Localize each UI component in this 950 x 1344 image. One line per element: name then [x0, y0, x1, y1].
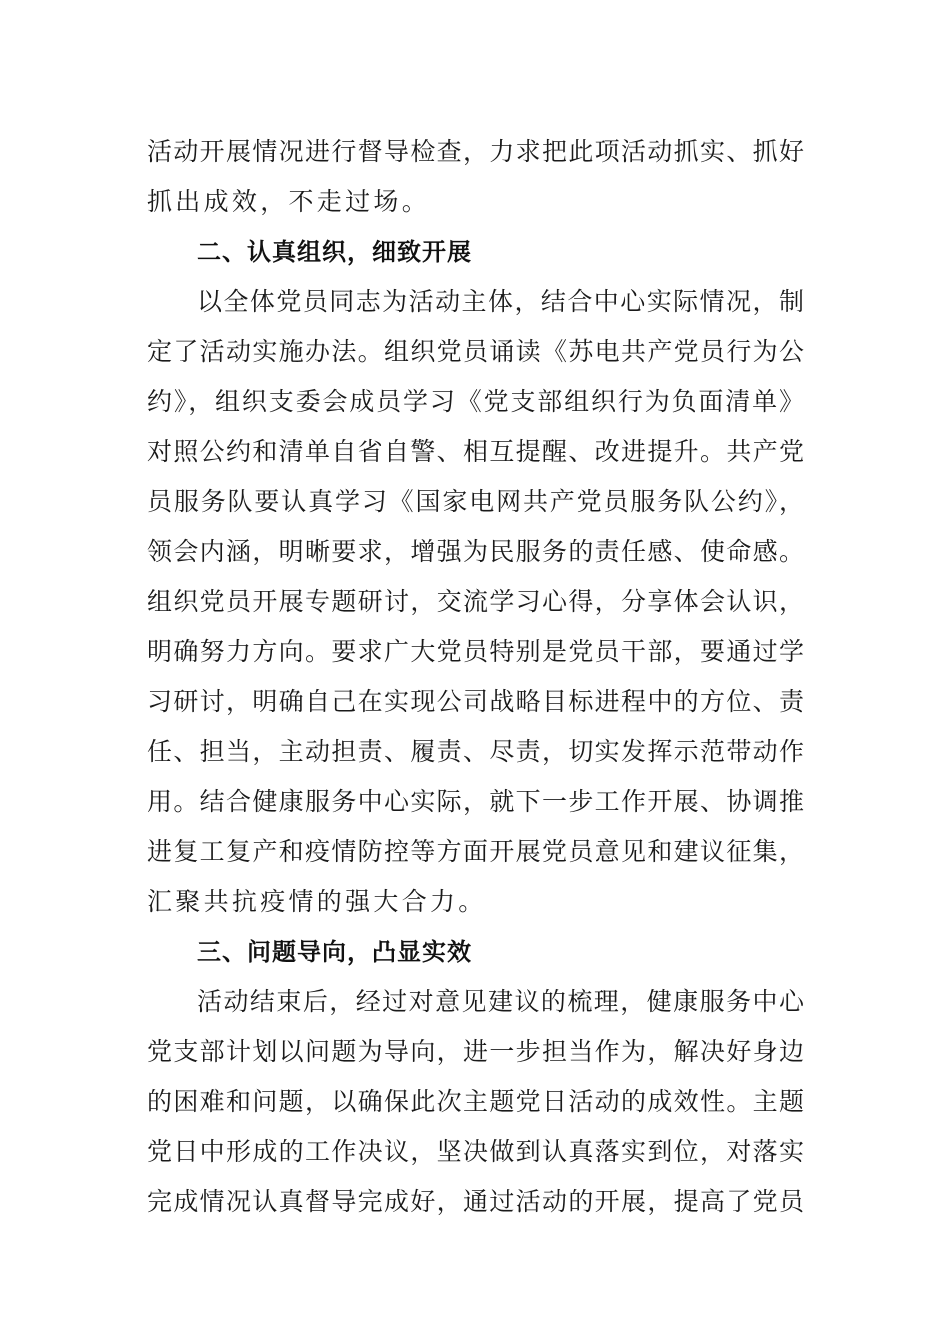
- body-text-line: 员服务队要认真学习《国家电网共产党员服务队公约》，: [147, 487, 804, 516]
- body-text-line: 汇聚共抗疫情的强大合力。: [147, 887, 487, 916]
- body-text-line: 约》，组织支委会成员学习《党支部组织行为负面清单》: [147, 387, 804, 416]
- paragraph-first-line: 活动结束后，经过对意见建议的梳理，健康服务中心: [197, 987, 804, 1016]
- body-text-line: 领会内涵，明晰要求，增强为民服务的责任感、使命感。: [147, 537, 804, 566]
- body-text-line: 党日中形成的工作决议，坚决做到认真落实到位，对落实: [147, 1137, 804, 1166]
- body-text-line: 组织党员开展专题研讨，交流学习心得，分享体会认识，: [147, 587, 804, 616]
- section-heading-2: 二、认真组织，细致开展: [197, 238, 472, 266]
- body-text-line: 活动开展情况进行督导检查，力求把此项活动抓实、抓好: [147, 137, 804, 166]
- body-text-line: 党支部计划以问题为导向，进一步担当作为，解决好身边: [147, 1037, 804, 1066]
- body-text-line: 的困难和问题，以确保此次主题党日活动的成效性。主题: [147, 1087, 804, 1116]
- body-text-line: 定了活动实施办法。组织党员诵读《苏电共产党员行为公: [147, 337, 804, 366]
- body-text-line: 明确努力方向。要求广大党员特别是党员干部，要通过学: [147, 637, 804, 666]
- body-text-line: 抓出成效，不走过场。: [147, 187, 431, 216]
- body-text-line: 用。结合健康服务中心实际，就下一步工作开展、协调推: [147, 787, 804, 816]
- body-text-line: 完成情况认真督导完成好，通过活动的开展，提高了党员: [147, 1187, 804, 1216]
- body-text-line: 进复工复产和疫情防控等方面开展党员意见和建议征集，: [147, 837, 804, 866]
- body-text-line: 对照公约和清单自省自警、相互提醒、改进提升。共产党: [147, 437, 804, 466]
- body-text-line: 习研讨，明确自己在实现公司战略目标进程中的方位、责: [147, 687, 804, 716]
- body-text-line: 任、担当，主动担责、履责、尽责，切实发挥示范带动作: [147, 737, 804, 766]
- section-heading-3: 三、问题导向，凸显实效: [197, 938, 472, 966]
- paragraph-first-line: 以全体党员同志为活动主体，结合中心实际情况，制: [197, 287, 804, 316]
